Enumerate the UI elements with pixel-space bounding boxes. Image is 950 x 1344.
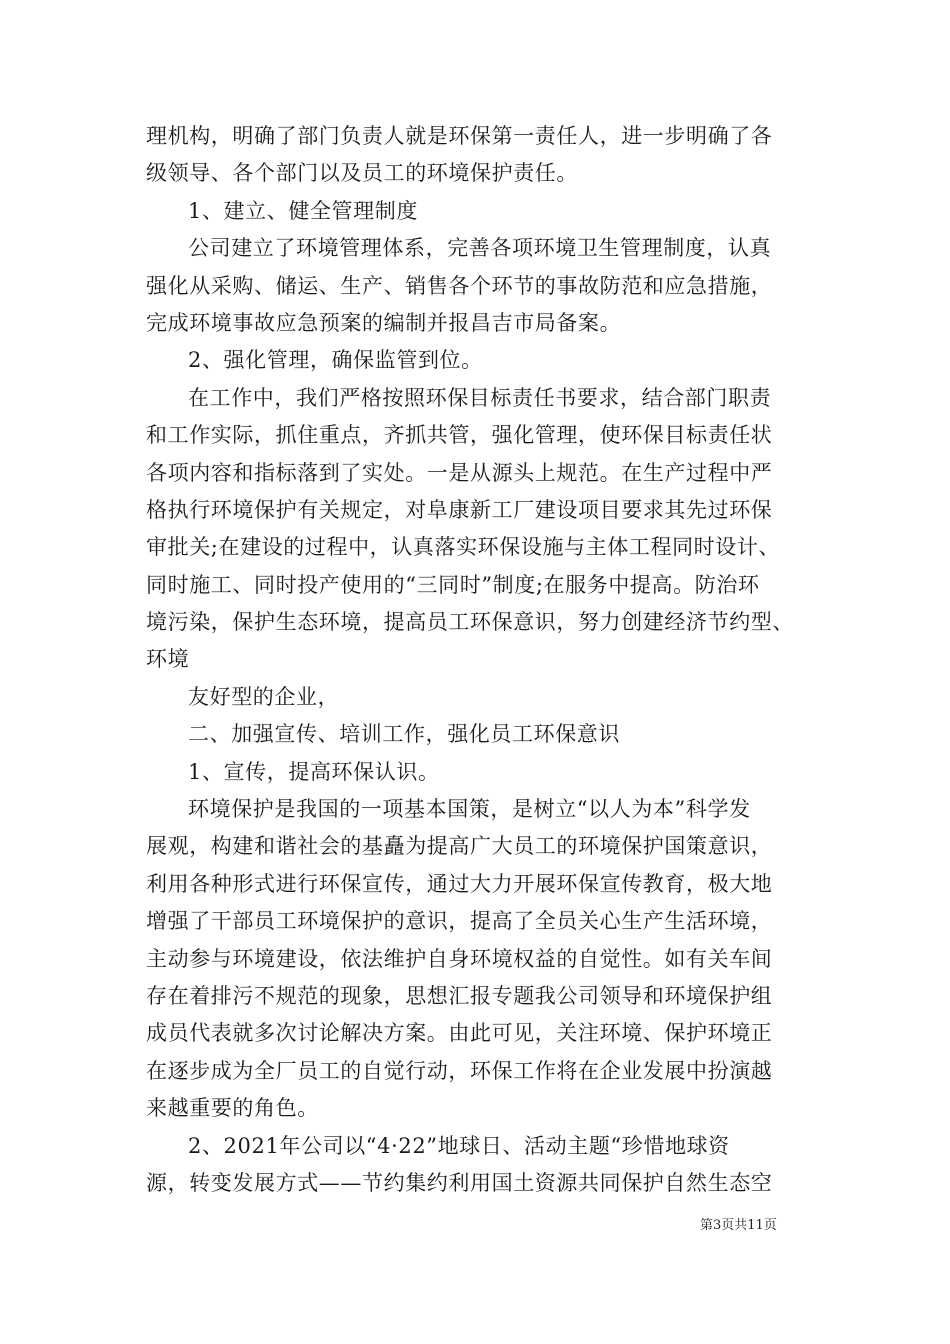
text-line: 存在着排污不规范的现象，思想汇报专题我公司领导和环境保护组: [146, 983, 773, 1008]
text-line: 来越重要的角色。: [146, 1096, 319, 1121]
text-line: 二、加强宣传、培训工作，强化员工环保意识: [188, 722, 620, 747]
text-line: 1、建立、健全管理制度: [188, 198, 418, 223]
text-line: 环境: [146, 647, 190, 672]
text-line: 审批关;在建设的过程中，认真落实环保设施与主体工程同时设计、: [146, 535, 781, 560]
text-line: 环境保护是我国的一项基本国策，是树立“以人为本”科学发: [188, 797, 751, 822]
text-line: 成员代表就多次讨论解决方案。由此可见，关注环境、保护环境正: [146, 1021, 773, 1046]
text-line: 同时施工、同时投产使用的“三同时”制度;在服务中提高。防治环: [146, 572, 760, 597]
page-number: 第3页共11页: [700, 1218, 777, 1233]
text-line: 级领导、各个部门以及员工的环境保护责任。: [146, 161, 578, 186]
text-line: 完成环境事故应急预案的编制并报昌吉市局备案。: [146, 310, 622, 335]
text-line: 主动参与环境建设，依法维护自身环境权益的自觉性。如有关车间: [146, 946, 773, 971]
text-line: 格执行环境保护有关规定，对阜康新工厂建设项目要求其先过环保: [146, 497, 773, 522]
text-line: 2、2021年公司以“4·22”地球日、活动主题“珍惜地球资: [188, 1133, 730, 1158]
text-line: 各项内容和指标落到了实处。一是从源头上规范。在生产过程中严: [146, 460, 773, 485]
text-line: 1、宣传，提高环保认识。: [188, 759, 440, 784]
document-body: [146, 118, 816, 1202]
text-line: 理机构，明确了部门负责人就是环保第一责任人，进一步明确了各: [146, 124, 773, 148]
text-line: 源，转变发展方式——节约集约利用国土资源共同保护自然生态空: [146, 1170, 773, 1195]
text-line: 强化从采购、储运、生产、销售各个环节的事故防范和应急措施，: [146, 273, 773, 298]
text-line: 公司建立了环境管理体系，完善各项环境卫生管理制度，认真: [188, 236, 772, 261]
text-line: 友好型的企业，: [188, 684, 340, 709]
text-line: 境污染，保护生态环境，提高员工环保意识，努力创建经济节约型、: [146, 610, 794, 635]
text-line: 和工作实际，抓住重点，齐抓共管，强化管理，使环保目标责任状: [146, 423, 773, 448]
text-line: 展观，构建和谐社会的基矗为提高广大员工的环境保护国策意识，: [146, 834, 773, 859]
text-line: 利用各种形式进行环保宣传，通过大力开展环保宣传教育，极大地: [146, 871, 773, 896]
text-line: 在逐步成为全厂员工的自觉行动，环保工作将在企业发展中扮演越: [146, 1058, 773, 1083]
text-line: 2、强化管理，确保监管到位。: [188, 348, 483, 373]
text-line: 在工作中，我们严格按照环保目标责任书要求，结合部门职责: [188, 385, 772, 410]
text-line: 增强了干部员工环境保护的意识，提高了全员关心生产生活环境，: [146, 909, 773, 934]
